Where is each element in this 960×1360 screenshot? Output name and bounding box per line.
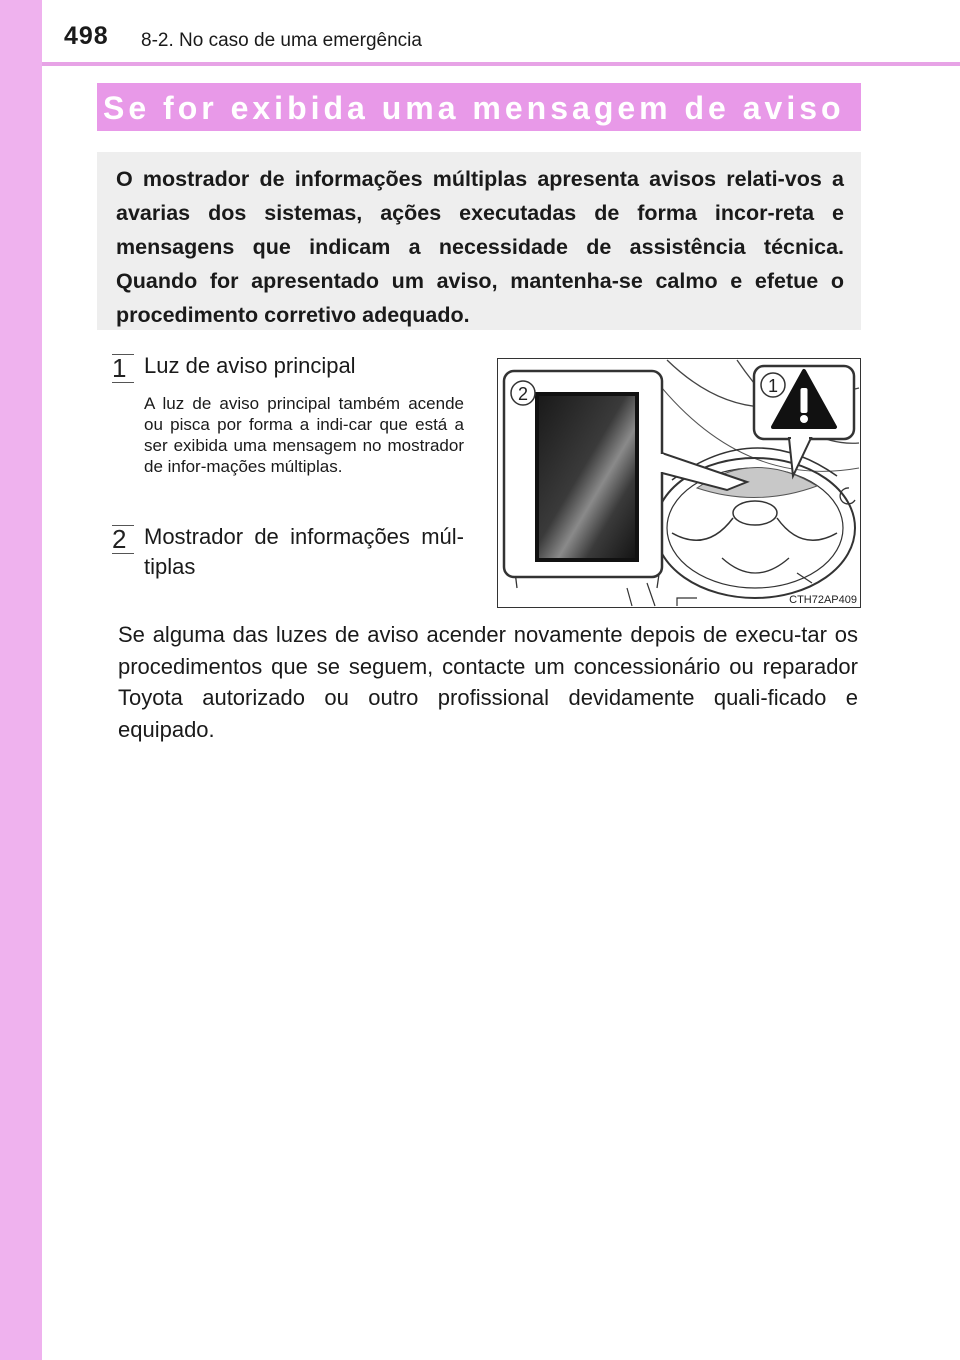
item-number-2: 2 [112, 526, 134, 552]
figure-code: CTH72AP409 [789, 594, 857, 606]
item-number-1: 1 [112, 355, 134, 381]
section-title: Se for exibida uma mensagem de aviso [103, 90, 845, 126]
callout-1-label: 1 [767, 376, 779, 396]
section-reference: 8-2. No caso de uma emergência [141, 30, 422, 51]
intro-text: O mostrador de informações múltiplas apresenta avisos relati-vos a avarias dos sistemas, ações executadas de forma incor-reta e mensagens que indicam a necessidade de assistência técnica. Quando for apresentado um aviso, mantenha-se calmo e efetue o procedimento corretivo adequado. [116, 167, 844, 327]
callout-2-label: 2 [517, 384, 529, 404]
item-description-1: A luz de aviso principal também acende ou pisca por forma a indi-car que está a ser exibida uma mensagem no mostrador de infor-mações múltiplas. [144, 394, 464, 476]
dashboard-illustration [497, 358, 861, 608]
page-number: 498 [64, 22, 109, 50]
header-divider [42, 62, 960, 66]
item-title-1: Luz de aviso principal [144, 353, 356, 378]
side-color-strip [0, 0, 42, 1360]
intro-box [97, 152, 861, 330]
section-banner [97, 83, 861, 131]
body-paragraph: Se alguma das luzes de aviso acender novamente depois de execu-tar os procedimentos que se seguem, contacte um concessionário ou reparador Toyota autorizado ou outro profissional devidamente quali-ficado e equipado. [118, 622, 858, 742]
dashboard-illustration-svg [497, 358, 861, 608]
item-title-2: Mostrador de informações múl-tiplas [144, 524, 464, 579]
